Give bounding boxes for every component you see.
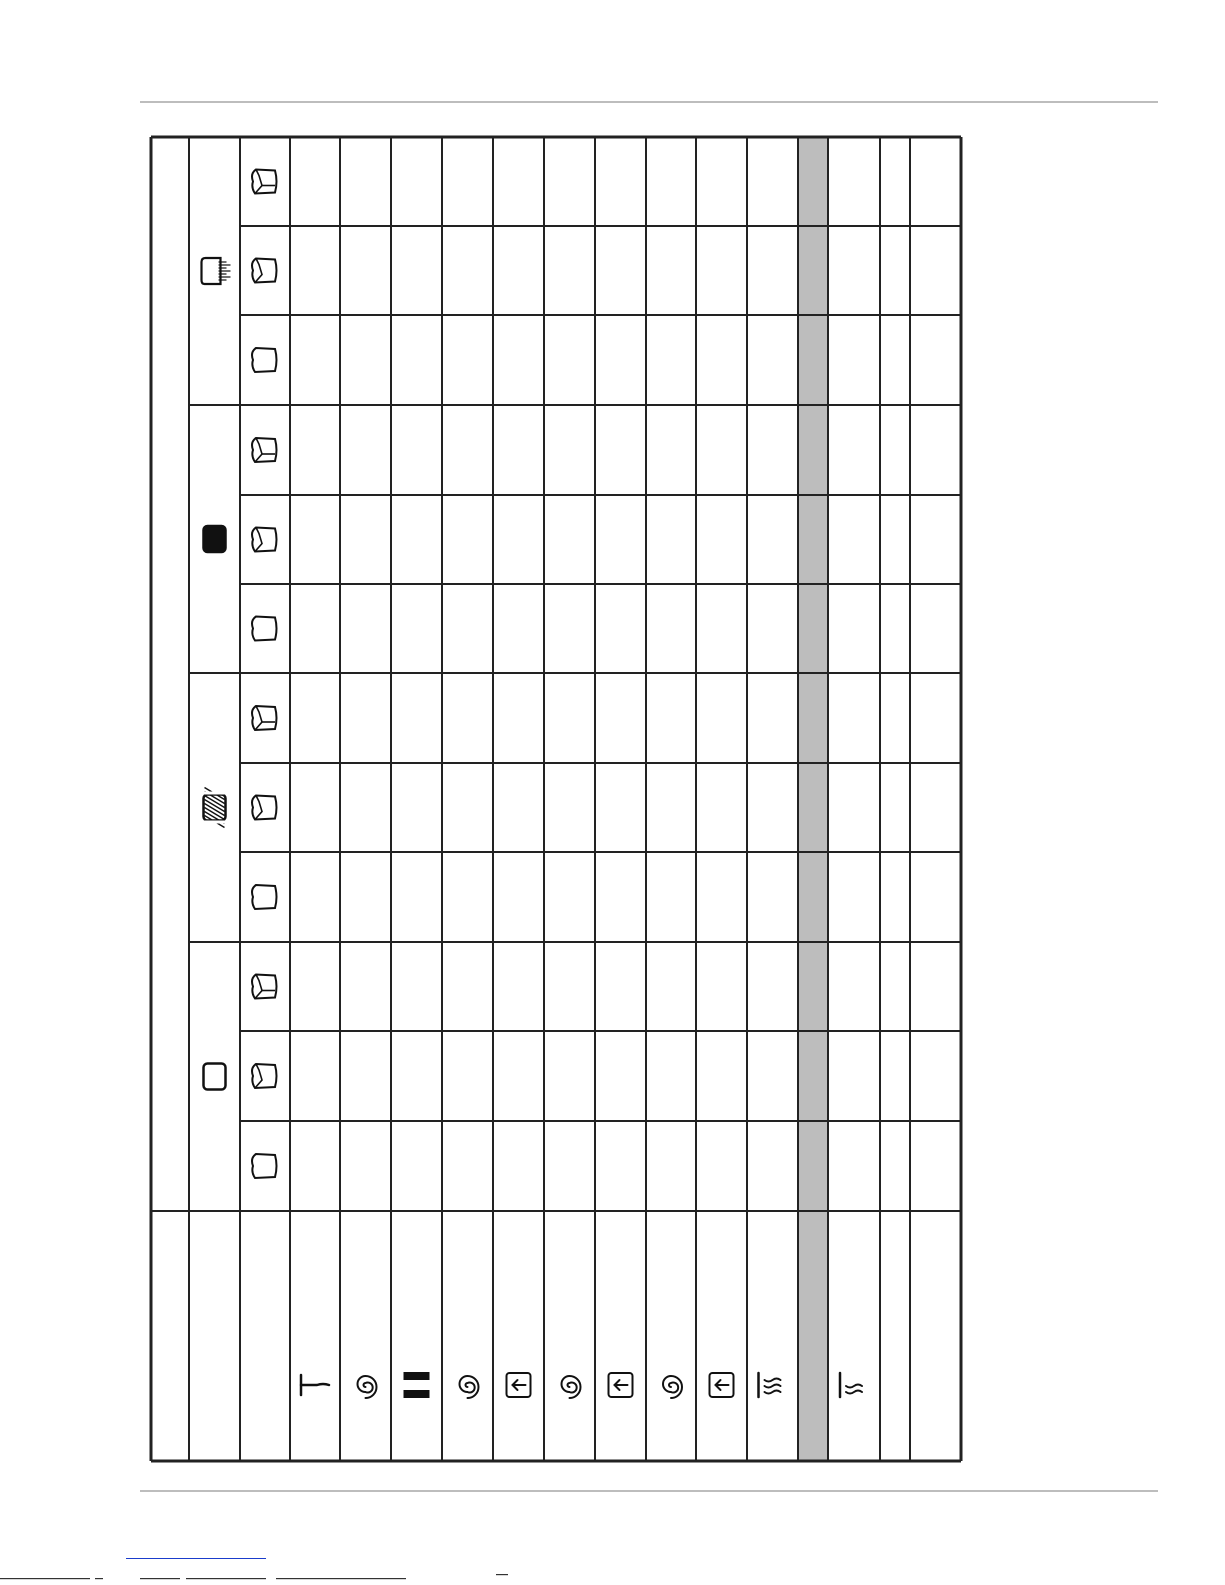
loaf-small-icon: [252, 348, 277, 372]
rise-icon: [609, 1373, 633, 1397]
keep-warm-icon: [840, 1373, 862, 1397]
loaf-large-icon: [252, 975, 277, 999]
footer-trace: [0, 1578, 90, 1579]
rest-icon: [404, 1372, 430, 1398]
bake-icon: [759, 1373, 781, 1397]
footer-trace: [276, 1578, 406, 1579]
loaf-large-icon: [252, 438, 277, 462]
loaf-medium-icon: [252, 1064, 277, 1088]
loaf-small-icon: [252, 885, 277, 909]
loaf-small-icon: [252, 617, 277, 641]
knead-spiral-icon: [663, 1376, 682, 1398]
footer-trace: [186, 1578, 266, 1579]
footer-link-underline: [126, 1558, 266, 1559]
rise-icon: [507, 1373, 531, 1397]
knead-spiral-icon: [460, 1376, 479, 1398]
loaf-small-icon: [252, 1154, 277, 1178]
bread-light-icon: [204, 1064, 226, 1090]
footer-trace: [95, 1578, 103, 1579]
bread-jam-icon: [202, 258, 231, 284]
knead-spiral-icon: [562, 1376, 581, 1398]
footer-trace: [140, 1578, 180, 1579]
footer-trace: [496, 1574, 508, 1575]
bread-dark-icon: [204, 526, 226, 552]
loaf-large-icon: [252, 706, 277, 730]
loaf-medium-icon: [252, 259, 277, 283]
rise-icon: [710, 1373, 734, 1397]
loaf-medium-icon: [252, 796, 277, 820]
shaded-column: [798, 137, 828, 1461]
bread-medium-icon: [201, 788, 229, 828]
loaf-medium-icon: [252, 528, 277, 552]
knead-spiral-icon: [358, 1376, 377, 1398]
loaf-large-icon: [252, 170, 277, 194]
preheat-icon: [301, 1375, 329, 1395]
